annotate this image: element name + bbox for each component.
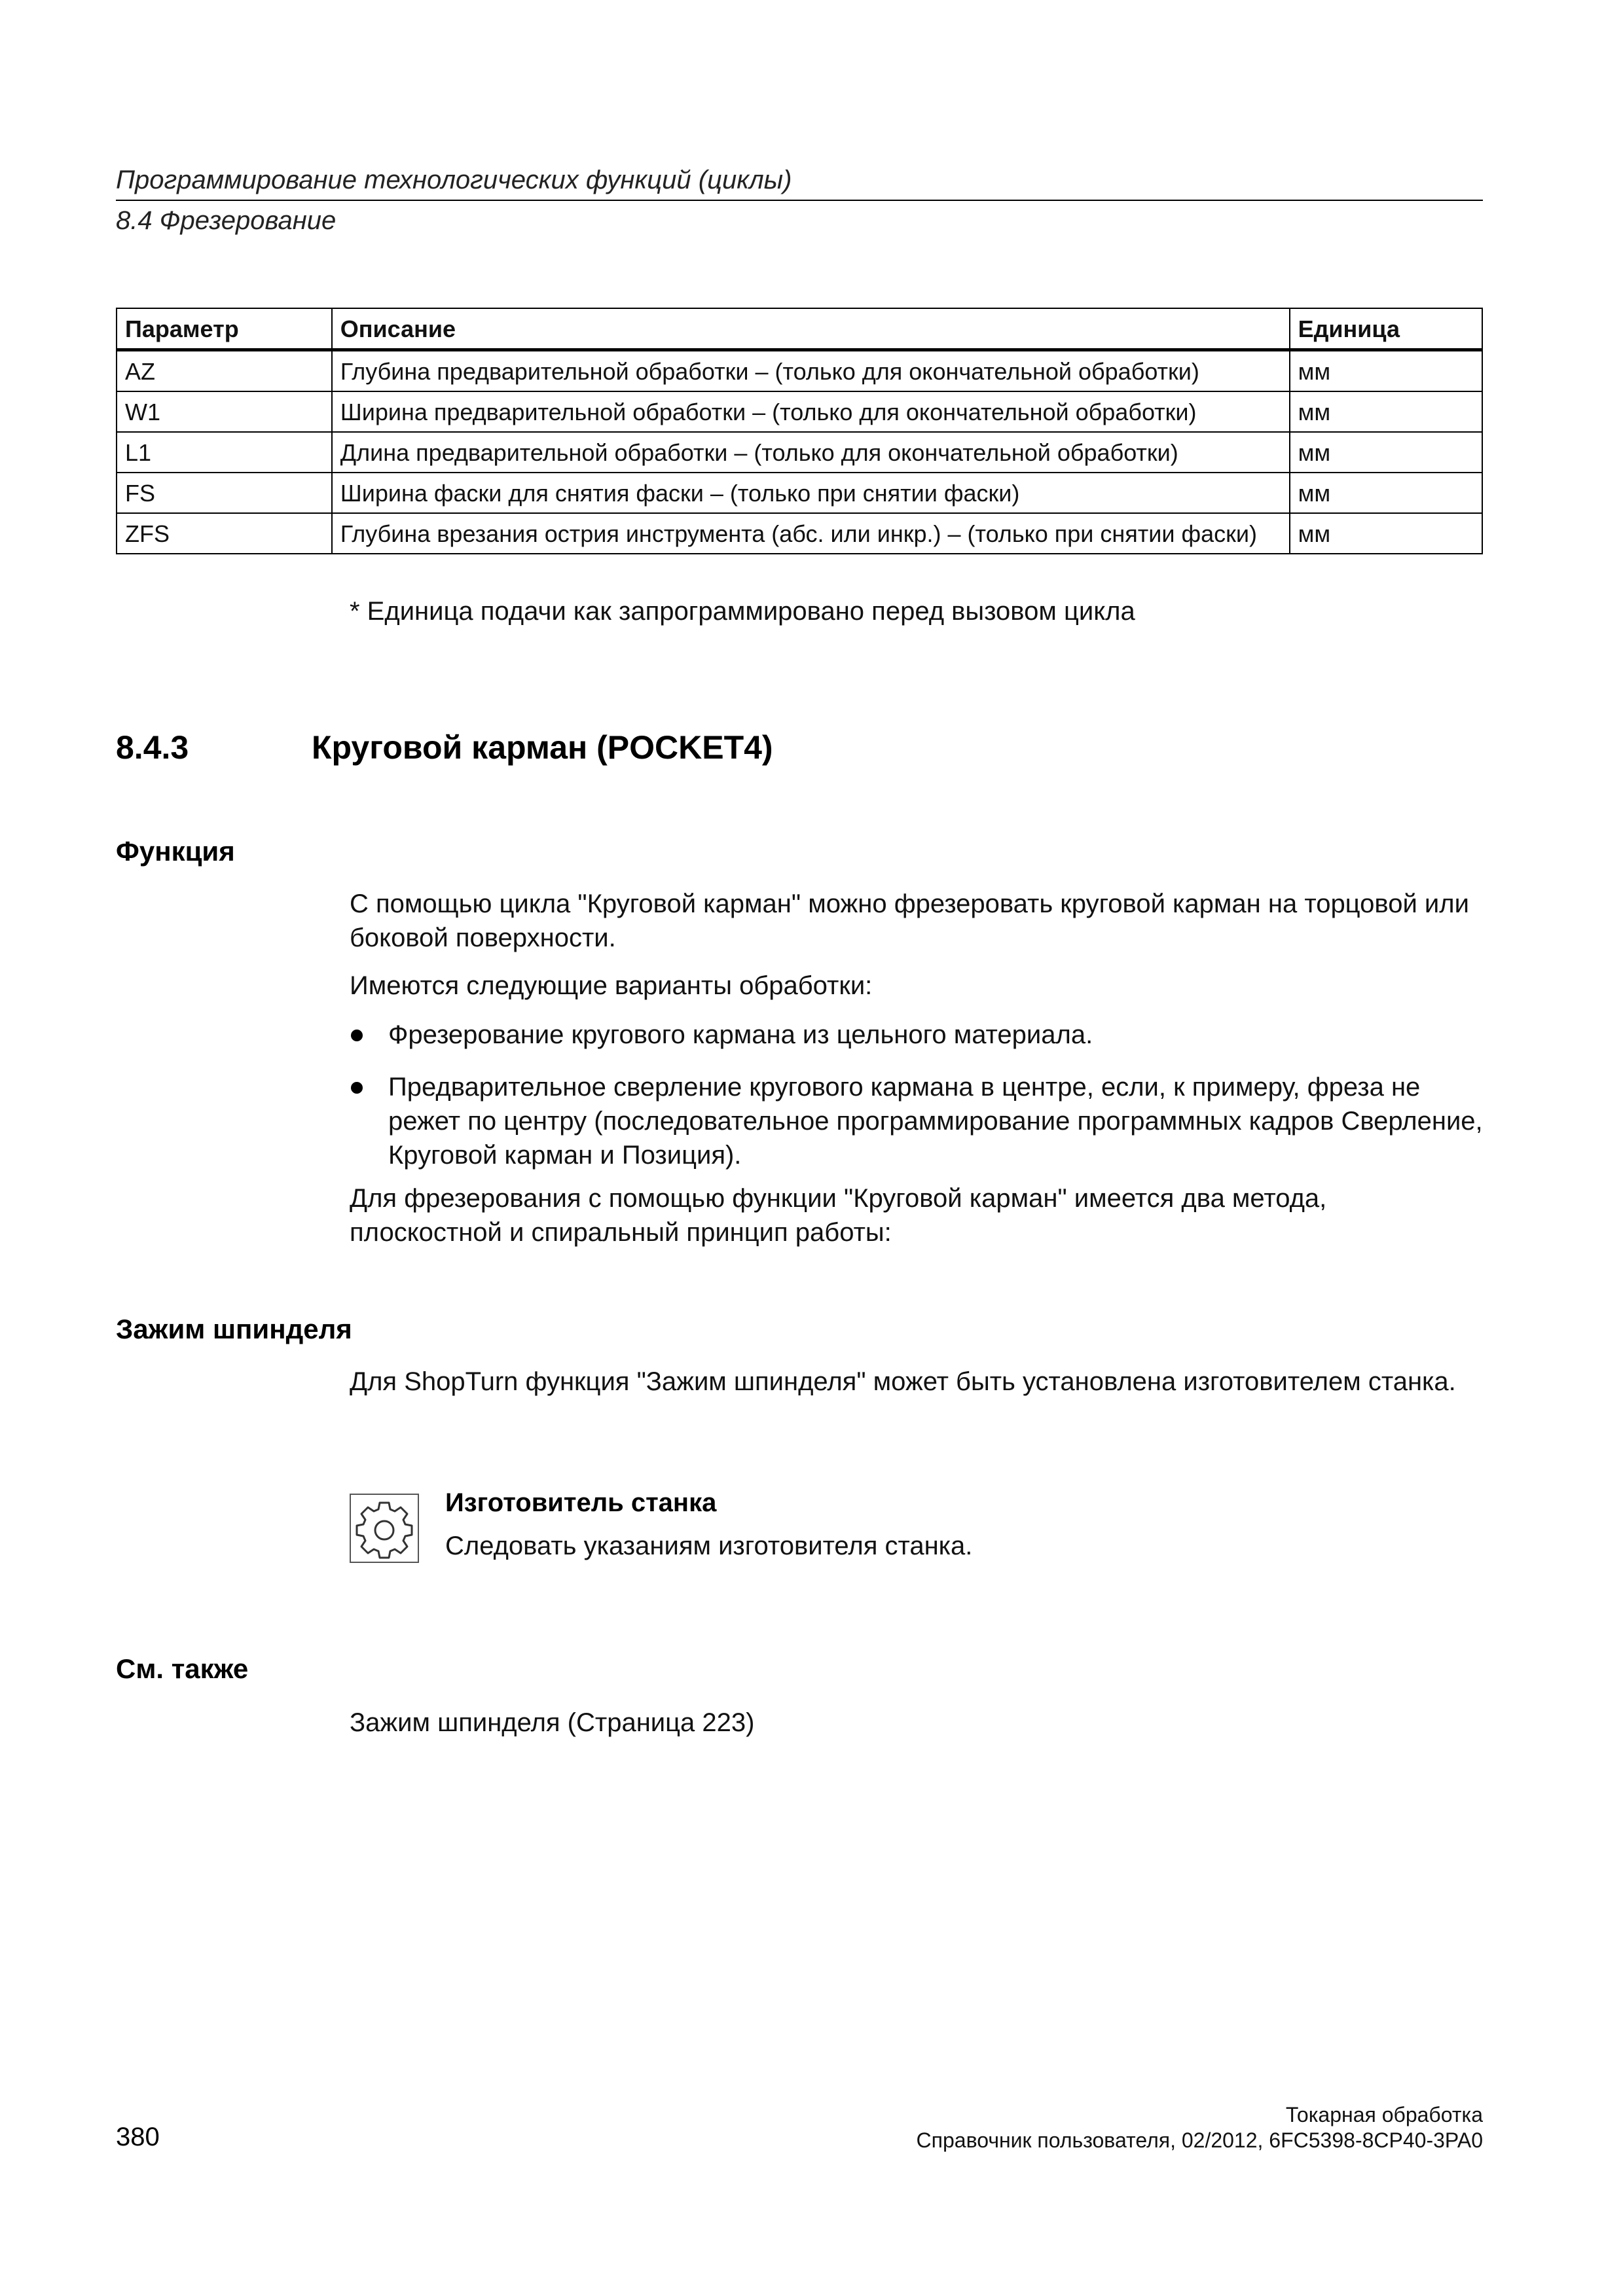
section-number: 8.4.3 <box>116 729 189 766</box>
bullet-dot <box>351 1030 363 1041</box>
table-footnote: * Единица подачи как запрограммировано перед вызовом цикла <box>350 597 1135 626</box>
note-text: Следовать указаниям изготовителя станка. <box>445 1532 973 1560</box>
table-row <box>117 350 1482 392</box>
running-header-section: 8.4 Фрезерование <box>116 206 337 235</box>
function-paragraph-2: Имеются следующие варианты обработки: <box>350 971 873 1000</box>
table-cell-unit: мм <box>1290 473 1482 513</box>
table-row <box>117 432 1482 473</box>
table-cell-description: Ширина предварительной обработки – (только для окончательной обработки) <box>332 391 1290 432</box>
table-row <box>117 513 1482 554</box>
footer-product: Токарная обработка <box>1285 2103 1483 2126</box>
page-number: 380 <box>116 2123 160 2151</box>
table-cell-description: Ширина фаски для снятия фаски – (только при снятии фаски) <box>332 473 1290 513</box>
note-icon-frame <box>350 1494 419 1563</box>
table-cell-description: Глубина врезания острия инструмента (абс. или инкр.) – (только при снятии фаски) <box>332 513 1290 554</box>
table-cell-unit: мм <box>1290 350 1482 392</box>
table-cell-unit: мм <box>1290 391 1482 432</box>
table-row <box>117 473 1482 513</box>
footer-document-id: Справочник пользователя, 02/2012, 6FC5398-8CP40-3PA0 <box>916 2128 1483 2152</box>
table-cell-parameter: W1 <box>117 391 332 432</box>
table-header-row <box>117 308 1482 350</box>
function-bullet-2: Предварительное сверление кругового кармана в центре, если, к примеру, фреза не режет по центру (последовательное программирование программных кадров Сверление, Круговой карман и Позиция). <box>388 1073 1483 1170</box>
header-rule <box>116 200 1483 201</box>
table-cell-description: Длина предварительной обработки – (только для окончательной обработки) <box>332 432 1290 473</box>
see-also-heading: См. также <box>116 1653 249 1684</box>
section-title: Круговой карман (POCKET4) <box>312 729 773 766</box>
column-header-description: Описание <box>332 308 1290 350</box>
function-bullet-1: Фрезерование кругового кармана из цельного материала. <box>388 1020 1093 1049</box>
column-header-unit: Единица <box>1290 308 1482 350</box>
column-header-parameter: Параметр <box>117 308 332 350</box>
note-title: Изготовитель станка <box>445 1488 717 1517</box>
spindle-heading: Зажим шпинделя <box>116 1314 352 1344</box>
spindle-paragraph: Для ShopTurn функция "Зажим шпинделя" может быть установлена изготовителем станка. <box>350 1367 1456 1396</box>
function-paragraph-1: С помощью цикла "Круговой карман" можно фрезеровать круговой карман на торцовой или боковой поверхности. <box>350 889 1469 952</box>
table-cell-parameter: ZFS <box>117 513 332 554</box>
table-cell-parameter: AZ <box>117 350 332 392</box>
parameter-table <box>116 308 1483 554</box>
see-also-link[interactable]: Зажим шпинделя (Страница 223) <box>350 1708 755 1737</box>
gear-icon <box>351 1495 418 1562</box>
table-cell-unit: мм <box>1290 513 1482 554</box>
table-cell-parameter: FS <box>117 473 332 513</box>
table-cell-description: Глубина предварительной обработки – (только для окончательной обработки) <box>332 350 1290 392</box>
table-cell-unit: мм <box>1290 432 1482 473</box>
function-paragraph-3: Для фрезерования с помощью функции "Круговой карман" имеется два метода, плоскостной и спиральный принцип работы: <box>350 1184 1327 1247</box>
bullet-dot <box>351 1082 363 1094</box>
running-header-chapter: Программирование технологических функций (циклы) <box>116 166 792 194</box>
table-cell-parameter: L1 <box>117 432 332 473</box>
function-heading: Функция <box>116 836 235 867</box>
table-row <box>117 391 1482 432</box>
